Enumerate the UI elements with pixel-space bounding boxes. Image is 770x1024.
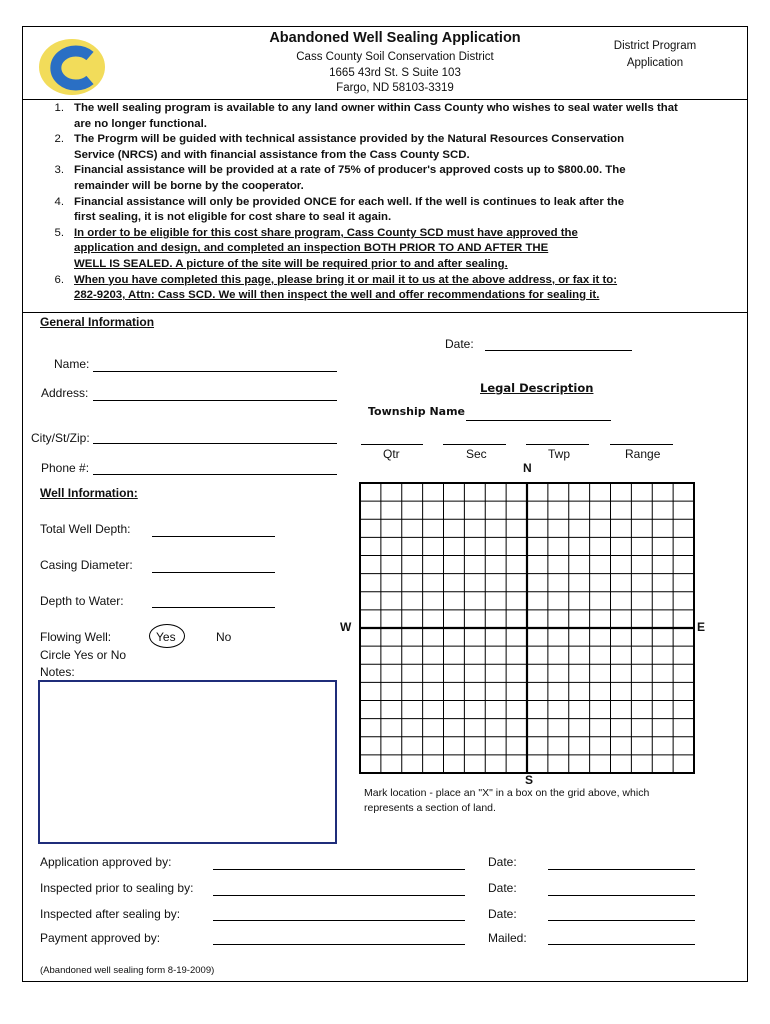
rule-text-line: Service (NRCS) and with financial assistance from the Cass County SCD. xyxy=(74,148,470,161)
rule-number: 3. xyxy=(54,164,64,177)
compass-west: W xyxy=(340,620,352,634)
rule-text-line: The well sealing program is available to any land owner within Cass County who wishes to seal water wells that xyxy=(74,102,678,114)
prior-date-label: Date: xyxy=(488,881,517,895)
address-label: Address: xyxy=(41,386,89,400)
total-depth-label: Total Well Depth: xyxy=(40,522,131,536)
compass-north: N xyxy=(523,461,532,475)
rule-text-line: Financial assistance will be provided at a rate of 75% of producer's approved costs up to $800.00. The xyxy=(74,164,626,177)
rule-item xyxy=(36,163,716,194)
inspected-after-field[interactable] xyxy=(213,920,465,921)
rule-text xyxy=(74,163,716,194)
application-approved-label: Application approved by: xyxy=(40,855,172,869)
rule-text xyxy=(74,195,716,226)
district-program-label: District Program xyxy=(613,40,697,52)
approved-date-field[interactable] xyxy=(548,869,695,870)
mailed-label: Mailed: xyxy=(488,931,527,945)
inspected-prior-field[interactable] xyxy=(213,895,465,896)
application-label: Application xyxy=(626,57,684,69)
grid-note-line1: Mark location - place an "X" in a box on the grid above, which xyxy=(364,787,650,799)
date-field[interactable] xyxy=(485,350,632,351)
header-divider xyxy=(22,99,748,100)
sec-field[interactable] xyxy=(443,444,506,445)
rule-item xyxy=(36,195,716,226)
township-field[interactable] xyxy=(466,420,611,421)
rule-text xyxy=(74,132,716,163)
rule-text-line: application and design, and completed an inspection BOTH PRIOR TO AND AFTER THE xyxy=(74,242,549,255)
township-label: Township Name xyxy=(368,405,465,418)
rule-item xyxy=(36,101,716,132)
rule-text-line: Financial assistance will only be provided ONCE for each well. If the well is continues to leak after the xyxy=(74,195,625,208)
inspected-prior-label: Inspected prior to sealing by: xyxy=(40,881,194,895)
rule-text xyxy=(74,273,716,304)
payment-approved-field[interactable] xyxy=(213,944,465,945)
payment-approved-label: Payment approved by: xyxy=(40,931,161,945)
general-info-heading: General Information xyxy=(40,315,155,329)
twp-label: Twp xyxy=(548,447,571,461)
rule-number: 2. xyxy=(54,133,64,146)
rule-text-line: The Progrm will be guided with technical assistance provided by the Natural Resources Conservation xyxy=(74,133,625,146)
flowing-no-option[interactable]: No xyxy=(216,630,232,644)
phone-label: Phone #: xyxy=(41,461,90,475)
inspected-after-label: Inspected after sealing by: xyxy=(40,907,181,921)
compass-south: S xyxy=(525,773,534,787)
application-approved-field[interactable] xyxy=(213,869,465,870)
org-name: Cass County Soil Conservation District xyxy=(296,51,494,63)
prior-date-field[interactable] xyxy=(548,895,695,896)
cass-county-logo xyxy=(36,36,108,98)
rule-number: 6. xyxy=(54,273,64,286)
flowing-well-label: Flowing Well: xyxy=(40,630,112,644)
name-label: Name: xyxy=(54,357,90,371)
twp-field[interactable] xyxy=(526,444,589,445)
rule-number: 1. xyxy=(54,102,64,114)
org-address-line1: 1665 43rd St. S Suite 103 xyxy=(329,67,461,79)
casing-diameter-label: Casing Diameter: xyxy=(40,558,133,572)
rule-number: 4. xyxy=(54,195,64,208)
legal-description-heading: Legal Description xyxy=(480,381,594,395)
mailed-field[interactable] xyxy=(548,944,695,945)
program-rules-list xyxy=(36,101,716,304)
rule-text-line: are no longer functional. xyxy=(74,117,207,130)
range-field[interactable] xyxy=(610,444,673,445)
rule-text-line: When you have completed this page, please bring it or mail it to us at the above address, or fax it to: xyxy=(74,273,618,286)
after-date-field[interactable] xyxy=(548,920,695,921)
depth-to-water-label: Depth to Water: xyxy=(40,594,124,608)
rule-text xyxy=(74,226,716,273)
grid-note-line2: represents a section of land. xyxy=(364,802,496,814)
rule-text-line: remainder will be borne by the cooperator. xyxy=(74,179,304,192)
after-date-label: Date: xyxy=(488,907,517,921)
rule-text-line: In order to be eligible for this cost share program, Cass County SCD must have approved the xyxy=(74,226,578,239)
casing-diameter-field[interactable] xyxy=(152,572,275,573)
city-label: City/St/Zip: xyxy=(31,431,90,445)
rule-text-line: first sealing, it is not eligible for cost share to seal it again. xyxy=(74,211,392,224)
phone-field[interactable] xyxy=(93,474,337,475)
org-address-line2: Fargo, ND 58103-3319 xyxy=(336,82,454,94)
rules-divider xyxy=(22,312,748,313)
qtr-field[interactable] xyxy=(361,444,423,445)
depth-to-water-field[interactable] xyxy=(152,607,275,608)
rule-text-line: 282-9203, Attn: Cass SCD. We will then inspect the well and offer recommendations for sealing it. xyxy=(74,289,600,302)
rule-text xyxy=(74,101,716,132)
notes-field[interactable] xyxy=(38,680,337,844)
circle-instruction: Circle Yes or No xyxy=(40,648,127,662)
compass-east: E xyxy=(697,620,706,634)
total-depth-field[interactable] xyxy=(152,536,275,537)
rule-number: 5. xyxy=(54,226,64,239)
date-label: Date: xyxy=(445,337,474,351)
form-title: Abandoned Well Sealing Application xyxy=(269,30,521,46)
notes-label: Notes: xyxy=(40,665,75,679)
name-field[interactable] xyxy=(93,371,337,372)
rule-text-line: WELL IS SEALED. A picture of the site will be required prior to and after sealing. xyxy=(74,257,508,270)
form-footer: (Abandoned well sealing form 8-19-2009) xyxy=(40,965,215,976)
city-field[interactable] xyxy=(93,443,337,444)
rule-item xyxy=(36,226,716,273)
sec-label: Sec xyxy=(466,447,487,461)
range-label: Range xyxy=(625,447,661,461)
address-field[interactable] xyxy=(93,400,337,401)
rule-item xyxy=(36,273,716,304)
well-info-heading: Well Information: xyxy=(40,486,138,500)
rule-item xyxy=(36,132,716,163)
approved-date-label: Date: xyxy=(488,855,517,869)
section-grid[interactable] xyxy=(359,482,695,774)
flowing-yes-option[interactable]: Yes xyxy=(156,630,176,644)
qtr-label: Qtr xyxy=(383,447,400,461)
